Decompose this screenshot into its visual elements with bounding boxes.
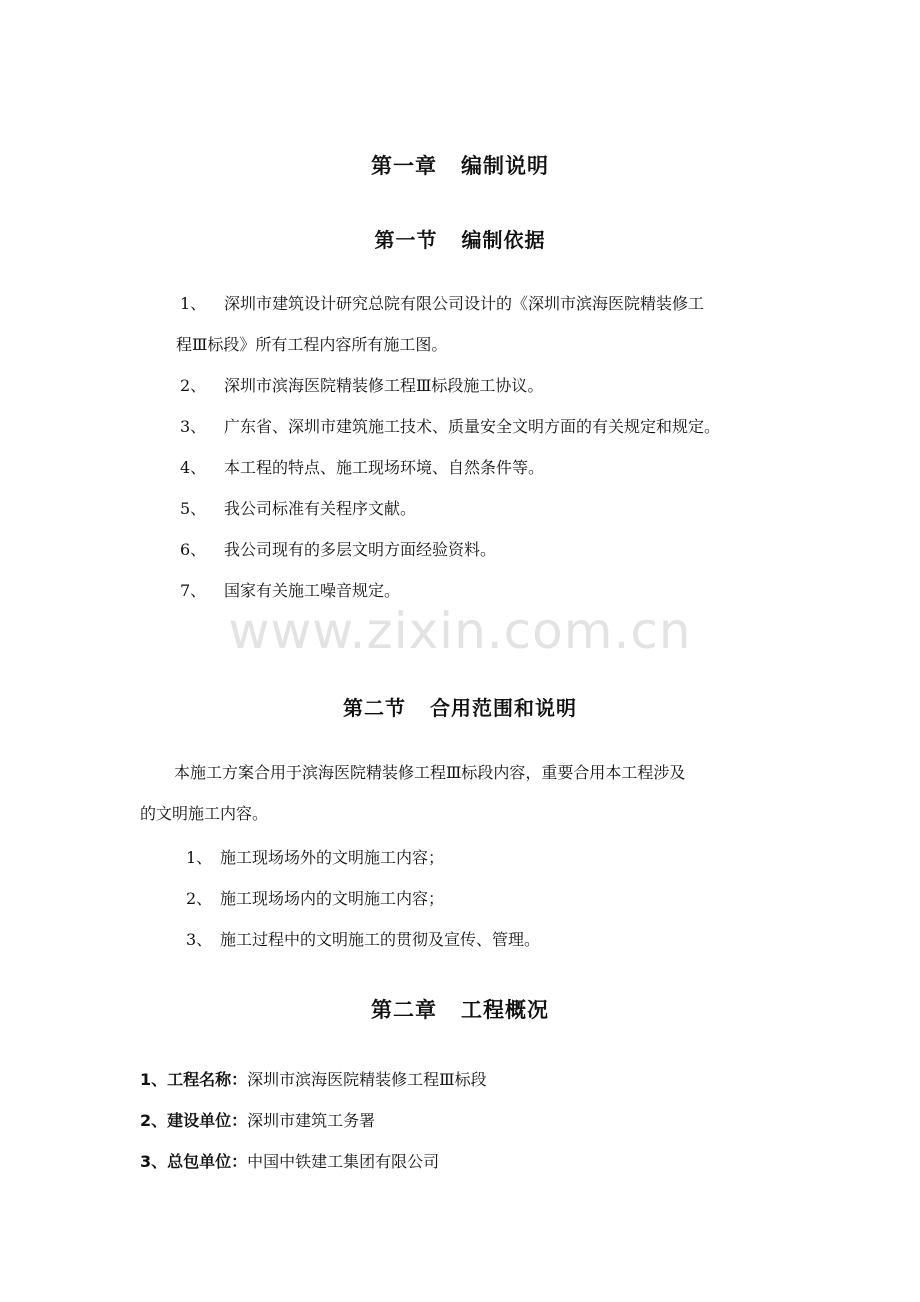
overview-row <box>140 1108 375 1131</box>
chapter-title: 编制说明 <box>461 154 549 178</box>
overview-value: 深圳市建筑工务署 <box>247 1111 376 1130</box>
list-item-text: 本工程的特点、施工现场环境、自然条件等。 <box>224 458 545 477</box>
list-item-text: 施工现场场内的文明施工内容； <box>220 889 445 908</box>
overview-value: 深圳市滨海医院精装修工程Ⅲ标段 <box>247 1070 487 1089</box>
list-item <box>186 845 444 868</box>
list-item-number: 6、 <box>180 540 207 559</box>
list-item <box>180 537 496 560</box>
overview-row <box>140 1149 439 1172</box>
chapter-title: 工程概况 <box>461 998 549 1022</box>
list-item-text: 我公司现有的多层文明方面经验资料。 <box>224 540 497 559</box>
section-heading <box>0 224 920 253</box>
list-item <box>186 886 444 909</box>
list-item-text: 国家有关施工噪音规定。 <box>224 581 401 600</box>
chapter-label: 第一章 <box>371 154 437 178</box>
list-item <box>180 496 416 519</box>
list-item-text: 深圳市滨海医院精装修工程Ⅲ标段施工协议。 <box>224 376 544 395</box>
list-item-number: 7、 <box>180 581 207 600</box>
section-heading <box>0 692 920 721</box>
list-item-text: 施工过程中的文明施工的贯彻及宣传、管理。 <box>220 930 541 949</box>
section-title: 合用范围和说明 <box>430 696 577 720</box>
list-item <box>180 414 720 437</box>
list-item-text: 深圳市建筑设计研究总院有限公司设计的《深圳市滨海医院精装修工 <box>224 294 705 313</box>
list-item-text: 我公司标准有关程序文献。 <box>224 499 417 518</box>
list-item-number: 1、 <box>180 294 207 313</box>
list-item <box>180 373 543 396</box>
list-item-text: 施工现场场外的文明施工内容； <box>220 848 445 867</box>
scope-paragraph-line: 本施工方案合用于滨海医院精装修工程Ⅲ标段内容，重要合用本工程涉及 <box>174 763 686 782</box>
section-title: 编制依据 <box>461 228 546 252</box>
overview-row <box>140 1067 487 1090</box>
list-item <box>180 291 704 314</box>
list-item <box>180 455 544 478</box>
list-item-number: 4、 <box>180 458 207 477</box>
overview-value: 中国中铁建工集团有限公司 <box>247 1152 440 1171</box>
chapter-label: 第二章 <box>371 998 437 1022</box>
overview-label: 1、工程名称： <box>140 1070 248 1089</box>
watermark: www.zixin.com.cn <box>228 602 692 660</box>
list-item-number: 5、 <box>180 499 207 518</box>
overview-label: 3、总包单位： <box>140 1152 248 1171</box>
list-item-number: 2、 <box>180 376 207 395</box>
scope-paragraph-line: 的文明施工内容。 <box>140 804 269 823</box>
list-item-number: 1、 <box>186 848 213 867</box>
list-item <box>186 927 540 950</box>
list-item-number: 3、 <box>180 417 207 436</box>
section-label: 第一节 <box>374 228 438 252</box>
list-item-continuation: 程Ⅲ标段》所有工程内容所有施工图。 <box>176 335 448 354</box>
list-item-text: 广东省、深圳市建筑施工技术、质量安全文明方面的有关规定和规定。 <box>224 417 721 436</box>
list-item-number: 2、 <box>186 889 213 908</box>
chapter-heading <box>0 150 920 180</box>
list-item-number: 3、 <box>186 930 213 949</box>
list-item <box>180 578 400 601</box>
chapter-heading <box>0 994 920 1024</box>
overview-label: 2、建设单位： <box>140 1111 248 1130</box>
section-label: 第二节 <box>343 696 406 720</box>
